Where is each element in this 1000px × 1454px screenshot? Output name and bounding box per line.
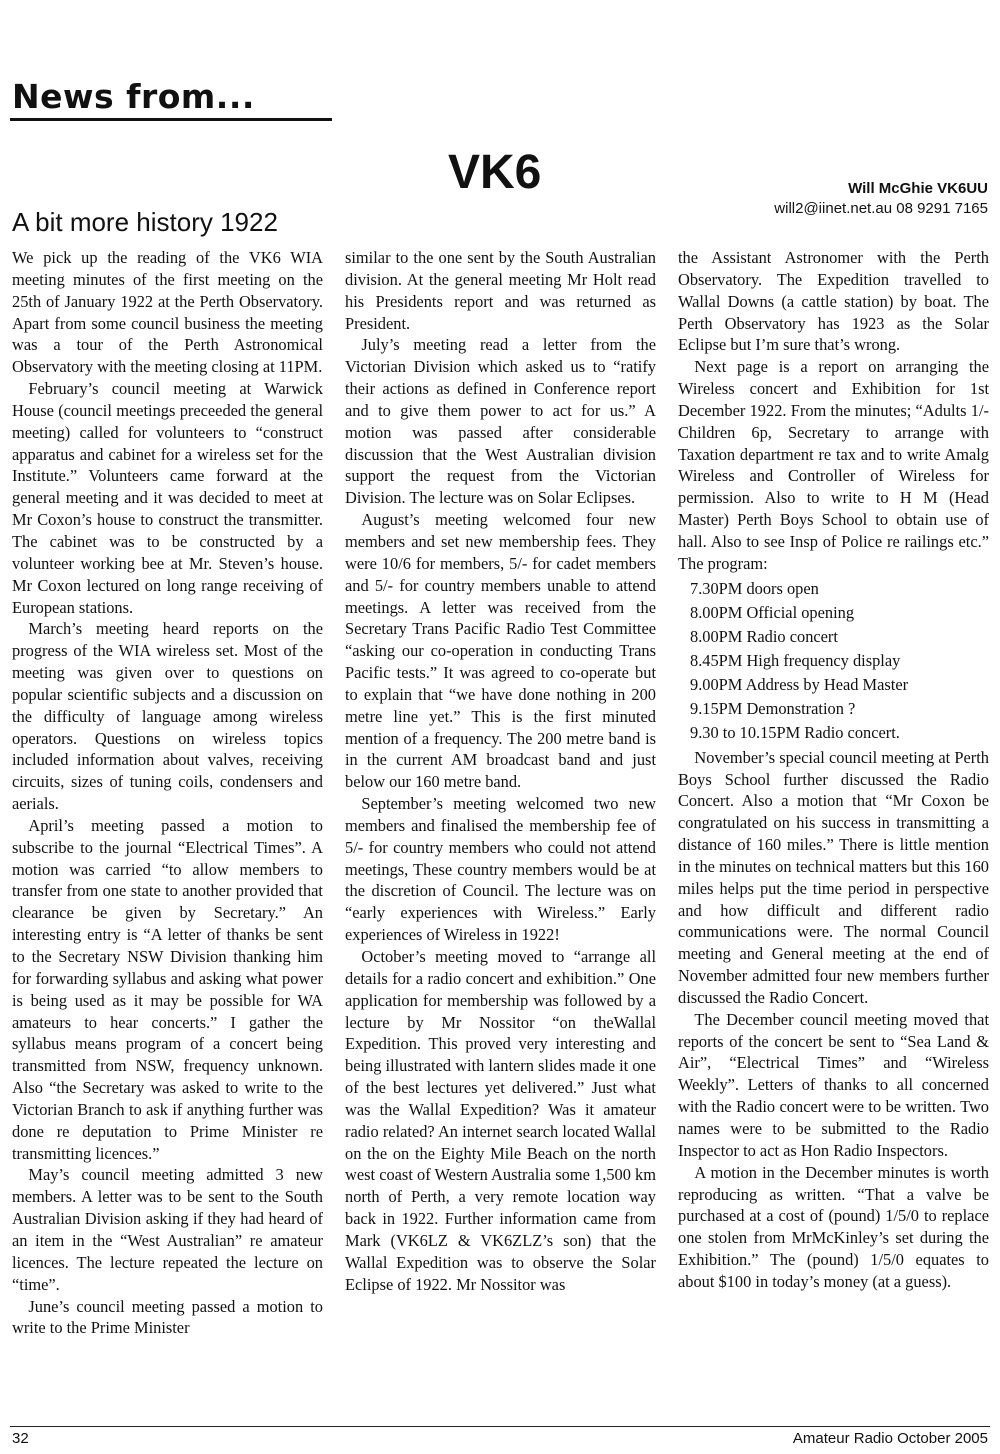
paragraph: the Assistant Astronomer with the Perth Observatory. The Expedition travelled to Wallal Downs (a cattle station) by boat. The Perth Observatory has 1923 as the Solar Eclipse but I’m sure that’s wrong. <box>678 248 989 355</box>
program-item: 8.45PM High frequency display <box>690 650 901 670</box>
paragraph: We pick up the reading of the VK6 WIA meeting minutes of the first meeting on the 25th of January 1922 at the Perth Observatory. Apart from some council business the meeting was a tour of the Perth Astronomical Observatory with the meeting closing at 11PM. <box>12 248 323 377</box>
author-name: Will McGhie VK6UU <box>848 180 988 197</box>
article-title: A bit more history 1922 <box>12 207 278 237</box>
program-item: 8.00PM Official opening <box>690 602 855 622</box>
publication-name: Amateur Radio October 2005 <box>792 1430 988 1447</box>
paragraph: June’s council meeting passed a motion to write to the Prime Minister <box>12 1296 323 1338</box>
program-item: 9.30 to 10.15PM Radio concert. <box>690 722 900 742</box>
text-column-2 <box>345 247 656 1402</box>
page-number: 32 <box>12 1430 29 1447</box>
header-underline <box>10 118 332 121</box>
paragraph: October’s meeting moved to “arrange all details for a radio concert and exhibition.” One application for membership was followed by a lecture by Mr Nossitor “on theWallal Expedition. This proved very interesting and being illustrated with lantern slides made it one of the best lectures yet delivered.” Just what was the Wallal Expedition? Was it amateur radio related? An internet search located Wallal on the on the Eighty Mile Beach on the north west coast of Western Australia some 1,500 km north of Perth, a very remote location way back in 1922. Further information came from Mark (VK6LZ & VK6ZLZ’s son) that the Wallal Expedition was to observe the Solar Eclipse of 1922. Mr Nossitor was <box>345 947 656 1294</box>
paragraph: The December council meeting moved that reports of the concert be sent to “Sea Land & Air”, “Electrical Times” and “Wireless Weekly”. Letters of thanks to all concerned with the Radio concert were to be written. Two names were to be submitted to the Radio Inspector to act as Hon Radio Inspectors. <box>678 1009 989 1160</box>
paragraph: A motion in the December minutes is worth reproducing as written. “That a valve be purchased at a cost of (pound) 1/5/0 to replace one stolen from MrMcKinley’s set during the Exhibition.” The (pound) 1/5/0 equates to about $100 in today’s money (at a guess). <box>678 1162 989 1291</box>
paragraph: September’s meeting welcomed two new members and finalised the membership fee of 5/- for country members who could not attend meetings, These country members would be at the discretion of Council. The lecture was on “early experiences with Wireless.” Early experiences of Wireless in 1922! <box>345 794 656 945</box>
section-header-title: News from... <box>12 77 255 116</box>
program-item: 9.00PM Address by Head Master <box>690 674 909 694</box>
program-item: 7.30PM doors open <box>690 578 819 598</box>
program-item: 8.00PM Radio concert <box>690 626 838 646</box>
footer-rule <box>10 1426 990 1427</box>
paragraph: February’s council meeting at Warwick House (council meetings preceeded the general meeting) called for volunteers to “construct apparatus and cabinet for a wireless set for the Institute.” Volunteers came forward at the general meeting and it was decided to meet at Mr Coxon’s house to construct the transmitter. The cabinet was to be constructed by a volunteer working bee at Mr. Steven’s house. Mr Coxon lectured on long range receiving of European stations. <box>12 379 323 617</box>
paragraph: April’s meeting passed a motion to subscribe to the journal “Electrical Times”. A motion was carried “to allow members to transfer from one state to another provided that clearance be given by Secretary.” An interesting entry is “A letter of thanks be sent to the Secretary NSW Division thanking him for forwarding syllabus and asking what power is being used as it may be possible for WA amateurs to hear concerts.” I gather the syllabus means program of a concert being transmitted from NSW, frequency unknown. Also “the Secretary was asked to write to the Victorian Branch to ask if anything further was done re deputation to Prime Minister re transmitting licences.” <box>12 815 323 1163</box>
paragraph: July’s meeting read a letter from the Victorian Division which asked us to “ratify their actions as defined in Conference report and to give them power to act for us.” A motion was passed after considerable discussion that the West Australian division support the request from the Victorian Division. The lecture was on Solar Eclipses. <box>345 335 656 508</box>
text-column-3 <box>678 247 989 1402</box>
author-contact: will2@iinet.net.au 08 9291 7165 <box>774 200 988 217</box>
paragraph: May’s council meeting admitted 3 new members. A letter was to be sent to the South Australian Division asking if they had heard of an item in the “West Australian” re amateur licences. The lecture repeated the lecture on “time”. <box>12 1165 323 1294</box>
paragraph: August’s meeting welcomed four new members and set new membership fees. They were 10/6 for members, 5/- for cadet members and 5/- for country members unable to attend meetings. A letter was received from the Secretary Trans Pacific Radio Test Committee “asking our co-operation in conducting Trans Pacific tests.” It was agreed to co-operate but to explain that “we have done nothing in 200 metre line yet.” This is the first minuted mention of a frequency. The 200 metre band is in the current AM broadcast band and just below our 160 metre band. <box>345 510 656 792</box>
paragraph: March’s meeting heard reports on the progress of the WIA wireless set. Most of the meeting was given over to questions on popular scientific subjects and a discussion on the difficulty of language among wireless operators. Questions on wireless topics included information about valves, receiving circuits, sizes of tuning coils, condensers and aerials. <box>12 619 323 814</box>
concert-program-list <box>678 577 989 745</box>
division-title: VK6 <box>448 146 542 199</box>
program-item: 9.15PM Demonstration ? <box>690 698 856 718</box>
paragraph: November’s special council meeting at Perth Boys School further discussed the Radio Concert. Also a motion that “Mr Coxon be congratulated on his success in transmitting a distance of 160 miles.” There is little mention in the minutes on technical matters but this 160 miles helps put the time period in perspective and how difficult and different radio communications were. The normal Council meeting and General meeting at the end of November admitted four new members further discussed the Radio Concert. <box>678 747 989 1007</box>
text-column-1 <box>12 247 323 1402</box>
paragraph: similar to the one sent by the South Australian division. At the general meeting Mr Holt read his Presidents report and was returned as President. <box>345 248 656 333</box>
paragraph: Next page is a report on arranging the Wireless concert and Exhibition for 1st December 1922. From the minutes; “Adults 1/- Children 6p, Secretary to arrange with Taxation department re tax and to write Amalg Wireless and Controller of Wireless for permission. Also to write to H M (Head Master) Perth Boys School to obtain use of hall. Also to see Insp of Police re railings etc.” The program: <box>678 357 989 573</box>
